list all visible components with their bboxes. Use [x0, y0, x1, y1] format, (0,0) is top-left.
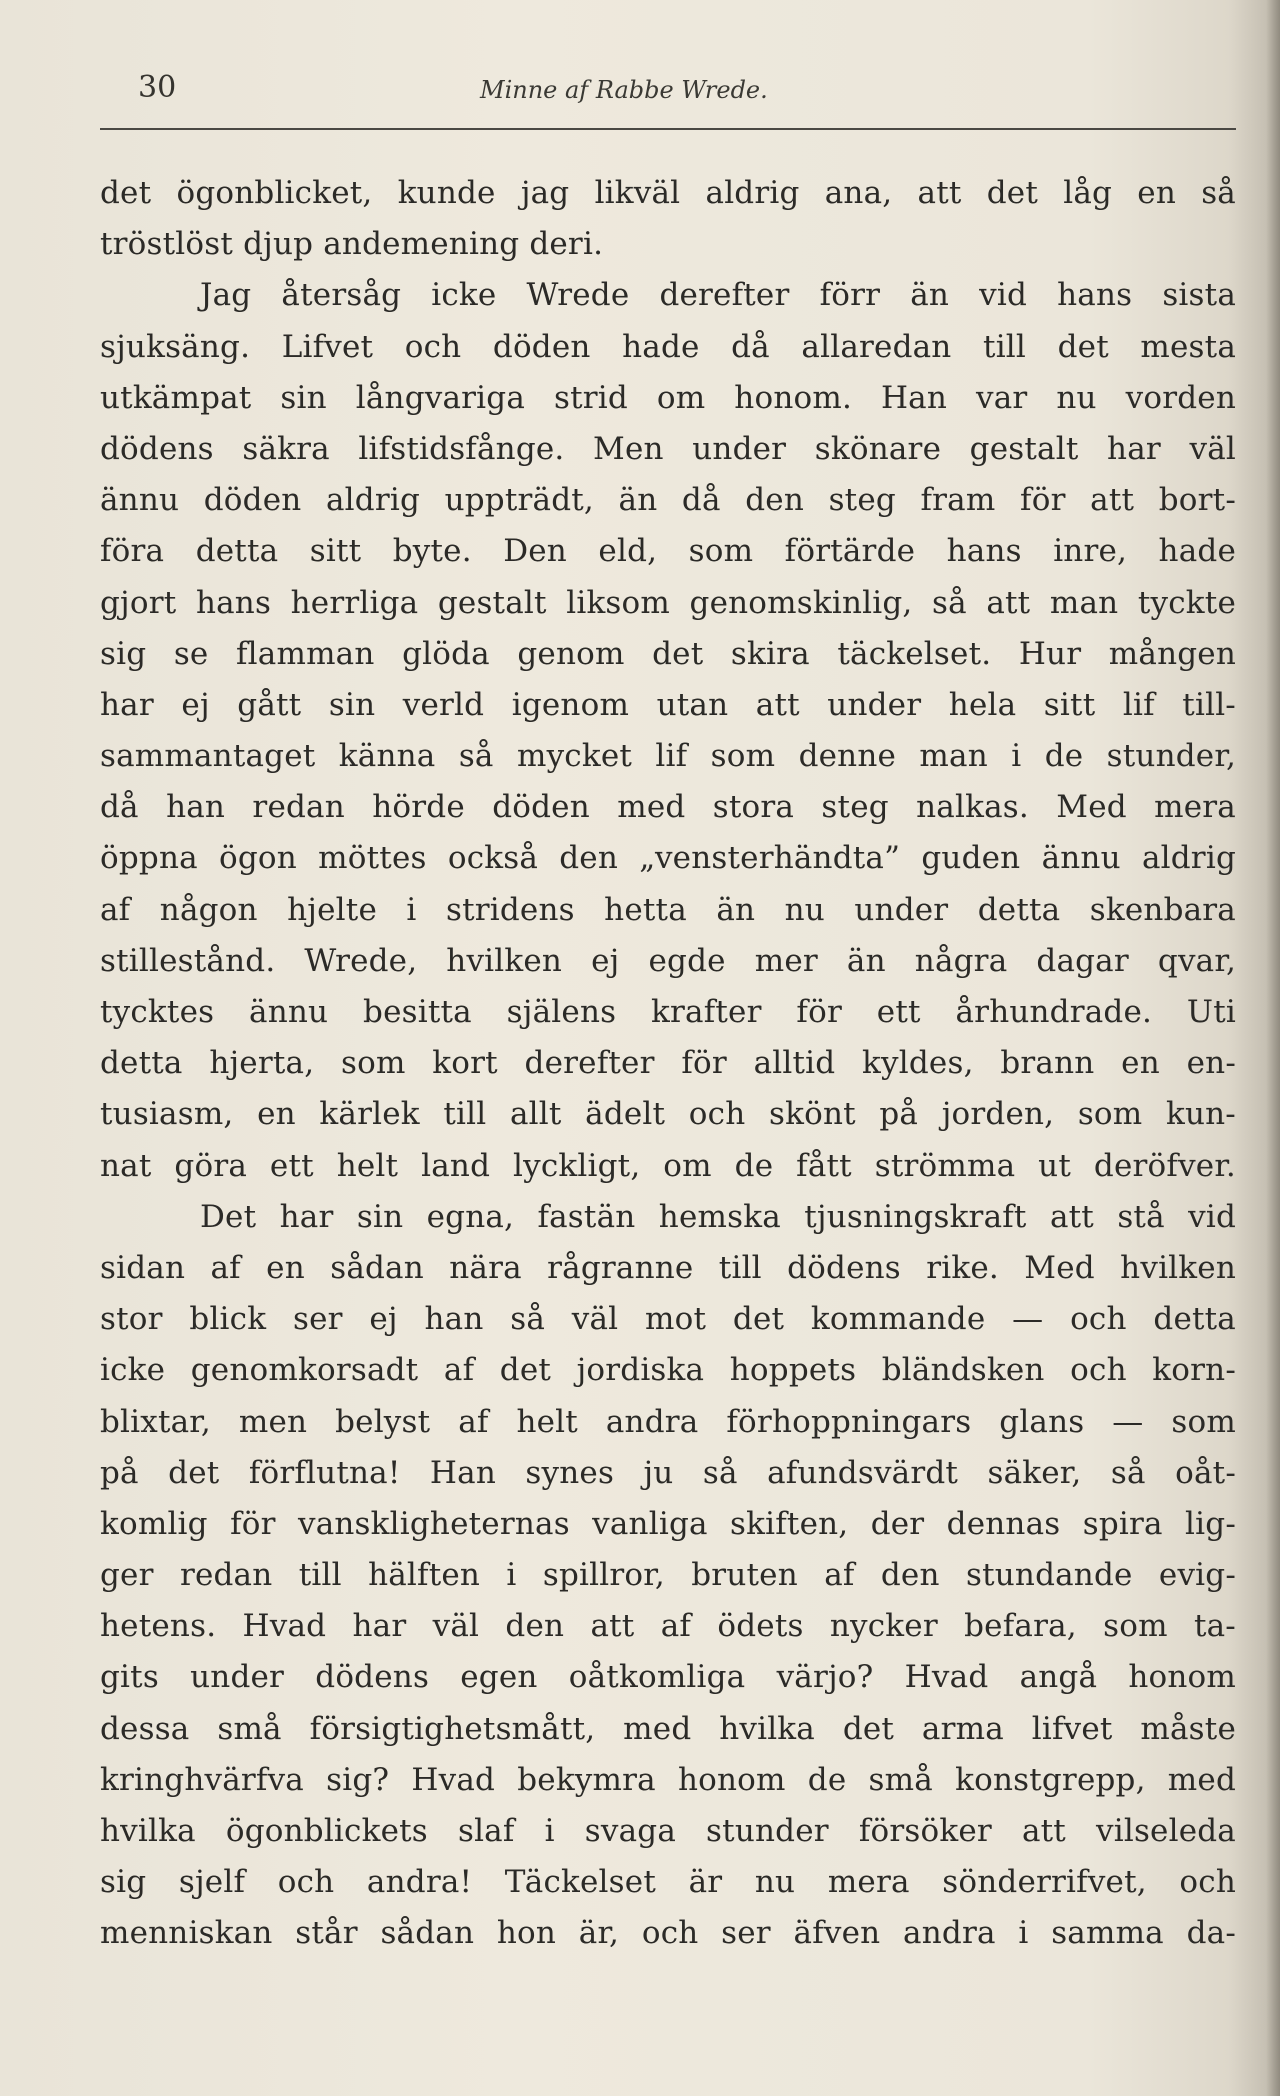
running-title: Minne af Rabbe Wrede.	[480, 76, 768, 104]
text-line: då han redan hörde döden med stora steg nalkas. Med mera	[100, 789, 1236, 826]
text-line: det ögonblicket, kunde jag likväl aldrig ana, att det låg en så	[100, 175, 1236, 211]
text-line: sidan af en sådan nära rågranne till dödens rike. Med hvilken	[100, 1249, 1236, 1286]
text-line: föra detta sitt byte. Den eld, som förtärde hans inre, hade	[100, 533, 1236, 570]
text-line: har ej gått sin verld igenom utan att under hela sitt lif till-	[100, 686, 1236, 723]
page-number: 30	[138, 70, 177, 105]
text-line: sig se flamman glöda genom det skira täckelset. Hur mången	[100, 635, 1236, 672]
text-line: dessa små försigtighetsmått, med hvilka det arma lifvet måste	[100, 1710, 1236, 1747]
text-line: Jag återsåg icke Wrede derefter förr än vid hans sista	[200, 277, 1236, 314]
text-line: gits under dödens egen oåtkomliga värjo? Hvad angå honom	[100, 1659, 1236, 1696]
text-line: stor blick ser ej han så väl mot det kommande — och detta	[100, 1301, 1236, 1338]
text-line: ännu döden aldrig uppträdt, än då den steg fram för att bort-	[100, 482, 1236, 519]
text-line: sjuksäng. Lifvet och döden hade då allaredan till det mesta	[100, 328, 1236, 365]
page-header	[100, 62, 1235, 112]
text-line: öppna ögon möttes också den „vensterhändta” guden ännu aldrig	[100, 840, 1236, 877]
text-line: detta hjerta, som kort derefter för alltid kyldes, brann en en-	[100, 1045, 1236, 1082]
text-line: hvilka ögonblickets slaf i svaga stunder försöker att vilseleda	[100, 1813, 1236, 1849]
text-line: kringhvärfva sig? Hvad bekymra honom de små konstgrepp, med	[100, 1761, 1236, 1798]
text-line: ger redan till hälften i spillror, bruten af den stundande evig-	[100, 1557, 1236, 1594]
text-line: stillestånd. Wrede, hvilken ej egde mer än några dagar qvar,	[100, 942, 1236, 979]
text-line: Det har sin egna, fastän hemska tjusningskraft att stå vid	[200, 1198, 1236, 1235]
text-line: tusiasm, en kärlek till allt ädelt och skönt på jorden, som kun-	[100, 1096, 1236, 1133]
text-line: tröstlöst djup andemening deri.	[100, 226, 604, 263]
text-line: sammantaget känna så mycket lif som denne man i de stunder,	[100, 738, 1236, 775]
text-line: blixtar, men belyst af helt andra förhoppningars glans — som	[100, 1403, 1236, 1440]
text-line: tycktes ännu besitta själens krafter för ett århundrade. Uti	[100, 994, 1236, 1030]
text-line: komlig för vanskligheternas vanliga skiften, der dennas spira lig-	[100, 1505, 1236, 1542]
text-line: af någon hjelte i stridens hetta än nu under detta skenbara	[100, 891, 1236, 928]
text-line: nat göra ett helt land lyckligt, om de fått strömma ut deröfver.	[100, 1147, 1236, 1184]
text-line: icke genomkorsadt af det jordiska hoppets bländsken och korn-	[100, 1352, 1236, 1389]
page-edge-shadow	[1266, 0, 1280, 2096]
text-line: sig sjelf och andra! Täckelset är nu mera sönderrifvet, och	[100, 1864, 1236, 1901]
text-line: menniskan står sådan hon är, och ser äfven andra i samma da-	[100, 1915, 1236, 1952]
header-rule	[100, 128, 1236, 130]
text-line: på det förflutna! Han synes ju så afundsvärdt säker, så oåt-	[100, 1454, 1236, 1491]
text-line: dödens säkra lifstidsfånge. Men under skönare gestalt har väl	[100, 430, 1236, 467]
body-text	[100, 168, 1236, 1960]
text-line: utkämpat sin långvariga strid om honom. Han var nu vorden	[100, 379, 1236, 416]
text-line: gjort hans herrliga gestalt liksom genomskinlig, så att man tyckte	[100, 584, 1236, 621]
text-line: hetens. Hvad har väl den att af ödets nycker befara, som ta-	[100, 1608, 1236, 1645]
